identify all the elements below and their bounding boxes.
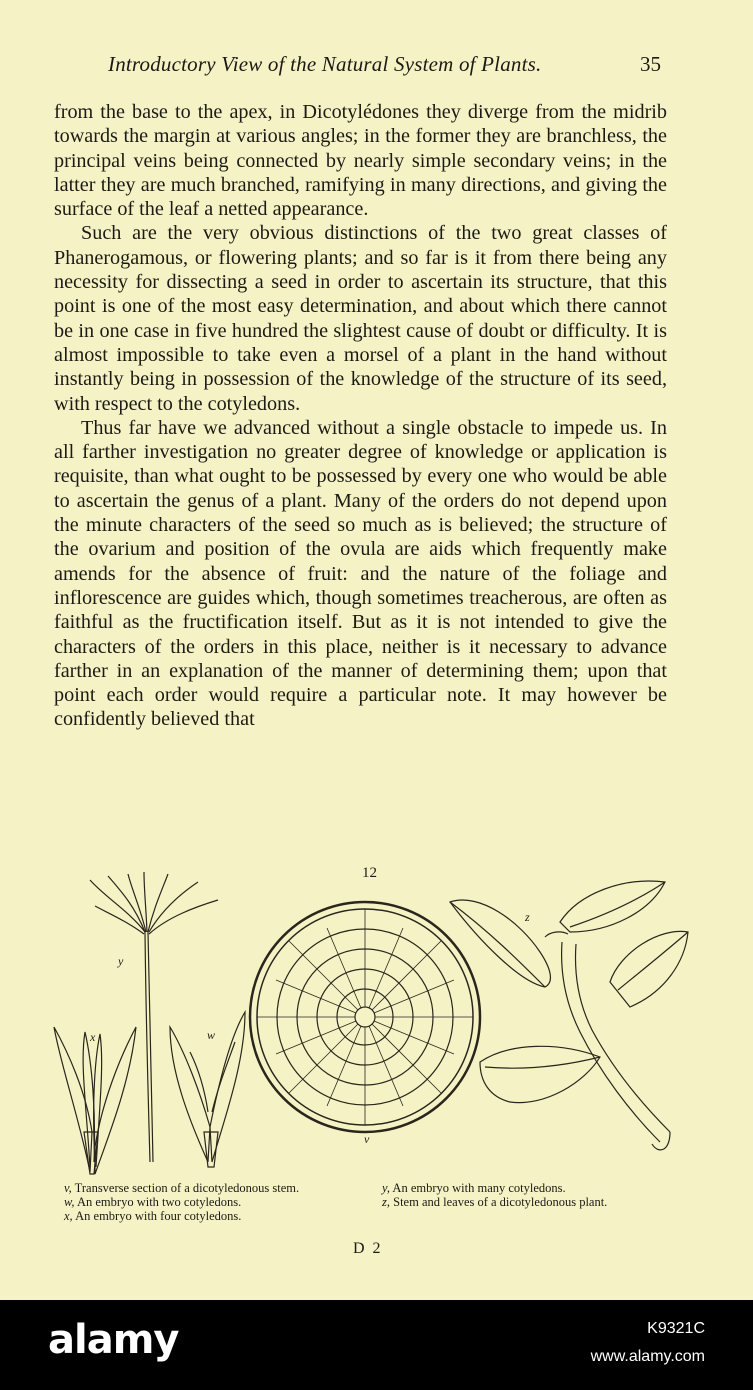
paragraph-3: Thus far have we advanced without a single obstacle to impede us. In all farther investigation no greater degree of knowledge or application is requisite, than what ought to be possessed by every one who would be able to ascertain the genus of a plant. Many of the orders do not depend upon the minute characters of the seed so much as is believed; the structure of the ovarium and position of the ovula are aids which frequently make amends for the absence of fruit: and the nature of the foliage and inflorescence are guides which, though sometimes treacherous, are often as faithful as the fructification itself. But as it is not intended to give the characters of the orders in this place, neither is it necessary to advance farther in an explanation of the manner of determining them; upon that point each order would require a particular note. It may however be confidently believed that xyxy=(54,416,667,731)
alamy-logo: alamy xyxy=(48,1317,179,1363)
embryo-many-cotyledons-drawing xyxy=(90,872,218,1162)
caption-v: v, Transverse section of a dicotyledonous stem. xyxy=(64,1181,300,1195)
caption-x: x, An embryo with four cotyledons. xyxy=(64,1209,242,1223)
label-z: z xyxy=(525,910,530,924)
botanical-figure-plate xyxy=(40,862,700,1182)
caption-y: y, An embryo with many cotyledons. xyxy=(382,1181,566,1195)
running-head xyxy=(0,52,753,82)
site-url: www.alamy.com xyxy=(590,1348,705,1365)
stem-cross-section-drawing xyxy=(250,902,480,1132)
embryo-four-cotyledons-drawing xyxy=(54,1027,136,1174)
figure-captions xyxy=(64,1181,694,1241)
paragraph-1: from the base to the apex, in Dicotylédones they diverge from the midrib towards the margin at various angles; in the former they are branchless, the principal veins being connected by nearly simple secondary veins; in the latter they are much branched, ramifying in many directions, and giving the surface of the leaf a netted appearance. xyxy=(54,101,667,221)
page-number: 35 xyxy=(640,52,661,76)
figure-number: 12 xyxy=(362,865,377,881)
stem-and-leaves-drawing xyxy=(450,881,688,1150)
label-v: v xyxy=(364,1132,370,1146)
running-title: Introductory View of the Natural System of Plants. xyxy=(108,52,542,76)
paragraph-2: Such are the very obvious distinctions of the two great classes of Phanerogamous, or flowering plants; and so far is it from there being any necessity for dissecting a seed in order to ascertain its structure, that this point is one of the most easy determination, and about which there cannot be in one case in five hundred the slightest cause of doubt or difficulty. It is almost impossible to take even a morsel of a plant in the hand without instantly being in possession of the knowledge of the structure of its seed, with respect to the cotyledons. xyxy=(54,222,667,415)
botanical-engraving xyxy=(40,862,700,1182)
image-id: K9321C xyxy=(647,1320,705,1337)
label-x: x xyxy=(90,1030,96,1044)
body-text xyxy=(54,100,667,732)
watermark-band xyxy=(0,1300,753,1390)
signature-mark: D 2 xyxy=(353,1240,383,1257)
label-w: w xyxy=(207,1028,216,1042)
caption-z: z, Stem and leaves of a dicotyledonous plant. xyxy=(382,1195,608,1209)
label-y: y xyxy=(118,954,124,968)
caption-w: w, An embryo with two cotyledons. xyxy=(64,1195,242,1209)
